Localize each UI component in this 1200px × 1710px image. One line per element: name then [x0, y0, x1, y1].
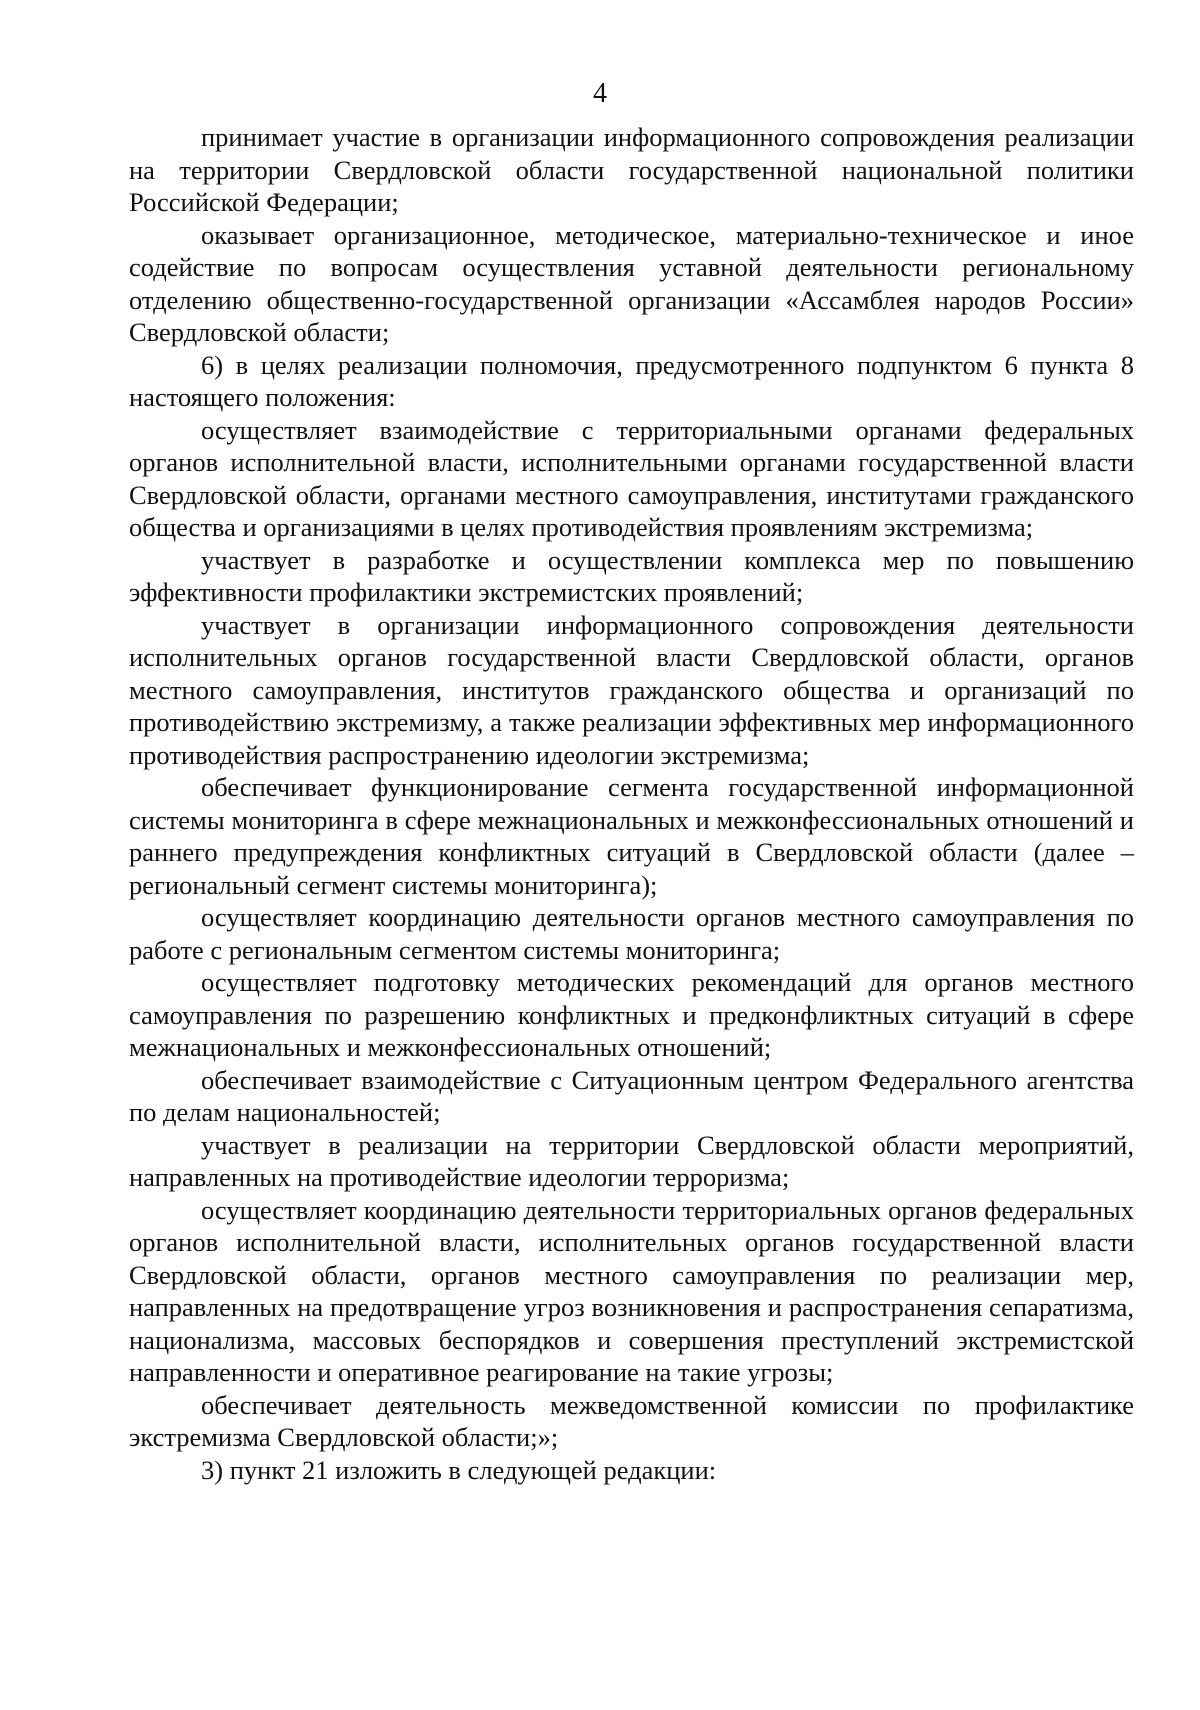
- paragraph: осуществляет координацию деятельности органов местного самоуправления по работе с региональным сегментом системы мониторинга;: [129, 902, 1134, 965]
- paragraph: участвует в разработке и осуществлении комплекса мер по повышению эффективности профилактики экстремистских проявлений;: [129, 544, 1134, 607]
- page-number: 4: [593, 78, 607, 109]
- paragraph: осуществляет координацию деятельности территориальных органов федеральных органов исполнительной власти, исполнительных органов государственной власти Свердловской области, органов местного самоуправления по реализации мер, направленных на предотвращение угроз возникновения и распространения сепаратизма, национализма, массовых беспорядков и совершения преступлений экстремистской направленности и оперативное реагирование на такие угрозы;: [129, 1194, 1134, 1387]
- paragraph: участвует в организации информационного сопровождения деятельности исполнительных органов государственной власти Свердловской области, органов местного самоуправления, институтов гражданского общества и организаций по противодействию экстремизму, а также реализации эффективных мер информационного противодействия распространению идеологии экстремизма;: [129, 609, 1134, 770]
- paragraph: осуществляет взаимодействие с территориальными органами федеральных органов исполнительной власти, исполнительными органами государственной власти Свердловской области, органами местного самоуправления, институтами гражданского общества и организациями в целях противодействия проявлениям экстремизма;: [129, 414, 1134, 542]
- paragraph: оказывает организационное, методическое, материально-техническое и иное содействие по вопросам осуществления уставной деятельности региональному отделению общественно-государственной организации «Ассамблея народов России» Свердловской области;: [129, 219, 1134, 347]
- paragraph: 6) в целях реализации полномочия, предусмотренного подпунктом 6 пункта 8 настоящего положения:: [129, 349, 1134, 412]
- paragraph: принимает участие в организации информационного сопровождения реализации на территории Свердловской области государственной национальной политики Российской Федерации;: [129, 122, 1134, 217]
- paragraph: участвует в реализации на территории Свердловской области мероприятий, направленных на противодействие идеологии терроризма;: [129, 1129, 1134, 1192]
- paragraph: обеспечивает функционирование сегмента государственной информационной системы мониторинга в сфере межнациональных и межконфессиональных отношений и раннего предупреждения конфликтных ситуаций в Свердловской области (далее – региональный сегмент системы мониторинга);: [129, 772, 1134, 900]
- paragraph: обеспечивает взаимодействие с Ситуационным центром Федерального агентства по делам национальностей;: [129, 1064, 1134, 1127]
- paragraph: 3) пункт 21 изложить в следующей редакции:: [201, 1454, 717, 1485]
- paragraph: осуществляет подготовку методических рекомендаций для органов местного самоуправления по разрешению конфликтных и предконфликтных ситуаций в сфере межнациональных и межконфессиональных отношений;: [129, 967, 1134, 1062]
- document-body: [129, 121, 1134, 1486]
- paragraph: обеспечивает деятельность межведомственной комиссии по профилактике экстремизма Свердловской области;»;: [129, 1389, 1134, 1452]
